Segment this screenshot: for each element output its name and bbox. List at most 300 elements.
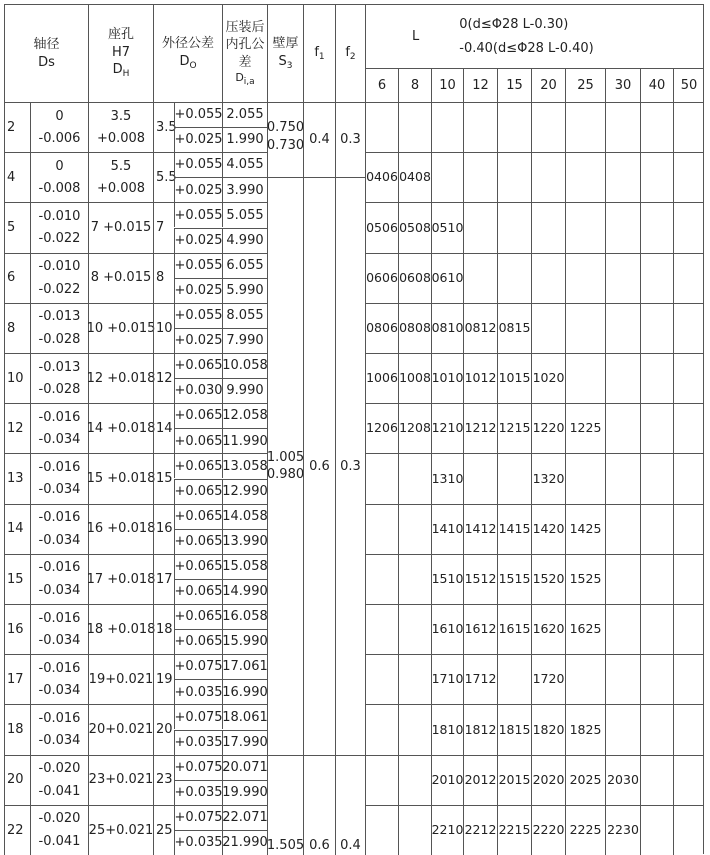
wall-thickness-group bbox=[267, 102, 303, 177]
row-length-code bbox=[365, 152, 398, 202]
row-od-text: 5.5 bbox=[156, 170, 177, 185]
row-shaft-tolerance-text: -0.028 bbox=[38, 381, 81, 397]
row-diameter bbox=[4, 554, 30, 604]
row-length-code-text: 1510 bbox=[431, 570, 464, 586]
f2-group-text: 0.4 bbox=[340, 838, 361, 854]
row-shaft-tolerance-text: -0.041 bbox=[38, 783, 81, 799]
row-diameter-text: 4 bbox=[7, 170, 16, 185]
row-length-code-text: 0406 bbox=[366, 169, 398, 185]
row-length-code-text: 2220 bbox=[532, 821, 565, 837]
wall-thickness-group-text: 1.005 bbox=[266, 449, 305, 465]
row-od-upper-text: +0.055 bbox=[174, 257, 223, 273]
length-tolerance-note: -0.40(d≤Φ28 L-0.40) bbox=[459, 40, 594, 56]
row-shaft-tolerance-text: -0.034 bbox=[38, 632, 81, 648]
row-shaft-tolerance-text: -0.013 bbox=[38, 359, 81, 375]
row-diameter-text: 16 bbox=[7, 621, 24, 637]
row-id-upper bbox=[222, 805, 267, 830]
row-length-code bbox=[463, 604, 497, 654]
subscript: 3 bbox=[286, 60, 293, 71]
row-id-lower bbox=[222, 428, 267, 453]
length-header-cell-text: 30 bbox=[614, 77, 632, 93]
row-length-code-text: 2230 bbox=[607, 821, 639, 837]
row-od-upper bbox=[174, 253, 222, 278]
row-length-code-text: 1815 bbox=[498, 721, 531, 737]
row-shaft-tolerance-text: 0 bbox=[55, 158, 64, 174]
header-f1 bbox=[303, 4, 335, 102]
wall-thickness-group-text: 0.980 bbox=[266, 467, 305, 483]
row-hole-tolerance-text: 16 +0.018 bbox=[86, 521, 156, 537]
row-od-lower bbox=[174, 579, 222, 604]
row-length-code bbox=[605, 604, 640, 654]
row-length-code-text: 2225 bbox=[569, 821, 602, 837]
row-length-code bbox=[605, 152, 640, 202]
row-hole-tolerance-text: 14 +0.018 bbox=[86, 421, 156, 436]
row-id-lower bbox=[222, 378, 267, 403]
row-shaft-tolerance bbox=[30, 202, 88, 252]
row-od-text: 14 bbox=[156, 421, 173, 436]
row-od-upper-text: +0.065 bbox=[174, 408, 223, 424]
row-length-code-text: 1210 bbox=[431, 420, 464, 436]
header-f1-text: $f_1$ bbox=[314, 44, 325, 62]
header-wall-text: $S_3$ bbox=[278, 53, 293, 71]
row-id-lower-text: 14.990 bbox=[222, 584, 268, 600]
row-shaft-tolerance-text: -0.008 bbox=[38, 181, 81, 197]
row-id-lower-text: 12.990 bbox=[222, 483, 268, 499]
f1-group-text: 0.4 bbox=[309, 132, 330, 147]
row-od-lower bbox=[174, 479, 222, 504]
length-header-cell-text: 25 bbox=[577, 77, 594, 93]
row-shaft-tolerance-text: -0.034 bbox=[38, 532, 81, 548]
row-od-upper bbox=[174, 704, 222, 729]
row-id-upper-text: 10.058 bbox=[222, 358, 268, 374]
row-shaft-tolerance bbox=[30, 504, 88, 554]
row-od-lower-text: +0.035 bbox=[174, 734, 223, 750]
row-od-lower bbox=[174, 177, 222, 202]
row-length-code bbox=[463, 805, 497, 855]
row-shaft-tolerance bbox=[30, 353, 88, 403]
row-id-upper bbox=[222, 453, 267, 478]
row-length-code-text: 1010 bbox=[431, 370, 464, 386]
row-length-code bbox=[673, 152, 704, 202]
row-length-code-text: 1206 bbox=[366, 420, 398, 436]
row-id-upper bbox=[222, 202, 267, 227]
row-length-code-text: 0508 bbox=[399, 219, 431, 235]
row-shaft-tolerance bbox=[30, 554, 88, 604]
header-od-text: 外径公差 bbox=[161, 36, 214, 52]
row-length-code-text: 0812 bbox=[464, 319, 497, 335]
row-length-code bbox=[531, 202, 565, 252]
row-od-text: 19 bbox=[156, 672, 173, 687]
row-length-code bbox=[431, 353, 463, 403]
row-length-code bbox=[565, 704, 605, 754]
row-od-upper-text: +0.075 bbox=[174, 709, 223, 725]
row-hole-tolerance-text: 23+0.021 bbox=[88, 772, 154, 788]
row-od-upper bbox=[174, 805, 222, 830]
row-length-code-text: 1208 bbox=[399, 420, 431, 436]
row-od-lower bbox=[174, 127, 222, 152]
row-length-code bbox=[497, 253, 531, 303]
length-header-cell-text: 20 bbox=[540, 77, 557, 93]
row-od-lower-text: +0.025 bbox=[174, 182, 223, 198]
row-id-lower-text: 17.990 bbox=[222, 734, 268, 750]
row-hole-tolerance-text: 8 +0.015 bbox=[90, 270, 152, 286]
row-length-code bbox=[565, 504, 605, 554]
row-shaft-tolerance bbox=[30, 704, 88, 754]
row-length-code bbox=[605, 353, 640, 403]
row-length-code bbox=[640, 504, 673, 554]
row-od-upper bbox=[174, 654, 222, 679]
row-length-code-text: 0815 bbox=[498, 319, 531, 335]
row-shaft-tolerance-text: -0.034 bbox=[38, 432, 81, 448]
row-od-lower bbox=[174, 378, 222, 403]
row-diameter bbox=[4, 654, 30, 704]
row-length-code bbox=[431, 654, 463, 704]
row-hole-tolerance bbox=[88, 152, 153, 202]
row-od-text: 16 bbox=[156, 521, 173, 537]
row-length-code bbox=[431, 805, 463, 855]
row-length-code bbox=[431, 554, 463, 604]
f2-group-text: 0.3 bbox=[340, 132, 361, 147]
row-od-upper-text: +0.065 bbox=[174, 458, 223, 474]
row-length-code bbox=[497, 604, 531, 654]
row-length-code bbox=[431, 755, 463, 805]
row-length-code bbox=[463, 453, 497, 503]
row-diameter bbox=[4, 755, 30, 805]
row-length-code-text: 0506 bbox=[366, 219, 398, 235]
length-header-cell-text: 50 bbox=[680, 77, 698, 93]
row-id-lower-text: 11.990 bbox=[222, 433, 268, 449]
row-hole-tolerance-text: +0.008 bbox=[96, 130, 146, 146]
row-hole-tolerance-text: 20+0.021 bbox=[88, 722, 154, 738]
row-hole-tolerance bbox=[88, 253, 153, 303]
row-hole-tolerance-text: +0.008 bbox=[96, 181, 146, 197]
row-shaft-tolerance-text: -0.034 bbox=[38, 683, 81, 699]
row-length-code bbox=[673, 253, 704, 303]
row-length-code bbox=[365, 504, 398, 554]
row-length-code bbox=[565, 654, 605, 704]
row-length-code bbox=[640, 654, 673, 704]
row-length-code-text: 1015 bbox=[498, 370, 531, 386]
length-header-cell-text: 10 bbox=[439, 77, 456, 93]
row-length-code bbox=[365, 654, 398, 704]
row-hole-tolerance bbox=[88, 654, 153, 704]
row-od-lower-text: +0.065 bbox=[174, 433, 223, 449]
row-id-upper bbox=[222, 253, 267, 278]
row-hole-tolerance-text: 5.5 bbox=[110, 158, 132, 174]
row-length-code bbox=[398, 303, 431, 353]
row-length-code-text: 2212 bbox=[464, 821, 497, 837]
row-shaft-tolerance bbox=[30, 654, 88, 704]
row-length-code bbox=[531, 805, 565, 855]
row-od-upper bbox=[174, 303, 222, 328]
row-length-code-text: 1212 bbox=[464, 420, 497, 436]
row-length-code-text: 1712 bbox=[464, 671, 497, 687]
row-od-upper-text: +0.075 bbox=[174, 759, 223, 775]
row-length-code-text: 1610 bbox=[431, 621, 464, 637]
row-shaft-tolerance-text: -0.022 bbox=[38, 281, 81, 297]
row-length-code bbox=[531, 604, 565, 654]
row-length-code bbox=[531, 403, 565, 453]
row-shaft-tolerance-text: -0.022 bbox=[38, 231, 81, 247]
row-length-code bbox=[605, 403, 640, 453]
subscript: 2 bbox=[349, 51, 356, 62]
row-id-upper-text: 12.058 bbox=[222, 408, 268, 424]
row-length-code-text: 0806 bbox=[366, 319, 398, 335]
row-od-upper-text: +0.065 bbox=[174, 609, 223, 625]
row-length-code bbox=[398, 504, 431, 554]
row-length-code bbox=[605, 202, 640, 252]
row-diameter-text: 12 bbox=[7, 421, 24, 436]
header-od-text: $D_O$ bbox=[179, 53, 197, 71]
header-length bbox=[365, 4, 704, 68]
row-diameter bbox=[4, 453, 30, 503]
row-shaft-tolerance-text: -0.013 bbox=[38, 309, 81, 325]
row-length-code-text: 0608 bbox=[399, 269, 431, 285]
row-id-lower bbox=[222, 328, 267, 353]
row-length-code bbox=[497, 654, 531, 704]
row-length-code bbox=[365, 403, 398, 453]
row-diameter bbox=[4, 253, 30, 303]
row-length-code bbox=[565, 152, 605, 202]
row-length-code bbox=[398, 805, 431, 855]
row-length-code bbox=[497, 152, 531, 202]
f1-group bbox=[303, 755, 335, 855]
row-od bbox=[153, 805, 174, 855]
row-length-code bbox=[463, 554, 497, 604]
row-length-code bbox=[398, 152, 431, 202]
row-length-code bbox=[605, 805, 640, 855]
header-wall-text: 壁厚 bbox=[272, 36, 299, 52]
row-length-code bbox=[531, 253, 565, 303]
row-id-lower-text: 9.990 bbox=[226, 383, 264, 399]
row-length-code bbox=[365, 755, 398, 805]
row-od-text: 7 bbox=[156, 220, 165, 236]
row-id-upper bbox=[222, 353, 267, 378]
f1-group bbox=[303, 102, 335, 177]
row-length-code bbox=[640, 303, 673, 353]
row-id-upper-text: 6.055 bbox=[226, 257, 264, 273]
row-length-code bbox=[673, 102, 704, 152]
row-length-code-text: 1008 bbox=[399, 370, 431, 386]
length-header-cell bbox=[640, 68, 673, 102]
header-shaft bbox=[4, 4, 88, 102]
group-separator bbox=[267, 177, 365, 178]
row-id-lower-text: 16.990 bbox=[222, 684, 268, 700]
row-id-lower bbox=[222, 780, 267, 805]
row-length-code-text: 0808 bbox=[399, 319, 431, 335]
row-shaft-tolerance-text: -0.028 bbox=[38, 331, 81, 347]
row-length-code bbox=[497, 704, 531, 754]
length-header-cell bbox=[463, 68, 497, 102]
header-hole-text: H7 bbox=[111, 44, 131, 60]
row-od-upper-text: +0.065 bbox=[174, 508, 223, 524]
row-length-code bbox=[497, 805, 531, 855]
row-length-code-text: 0610 bbox=[431, 269, 464, 285]
row-length-code-text: 2010 bbox=[431, 771, 464, 787]
row-length-code-text: 1620 bbox=[532, 621, 565, 637]
row-diameter-text: 5 bbox=[7, 220, 16, 236]
length-header-cell-text: 8 bbox=[410, 77, 420, 93]
row-od bbox=[153, 152, 177, 202]
row-id-lower-text: 3.990 bbox=[226, 182, 264, 198]
row-od-upper-text: +0.055 bbox=[174, 157, 223, 173]
row-length-code bbox=[497, 353, 531, 403]
f2-group bbox=[335, 102, 365, 177]
row-hole-tolerance bbox=[86, 453, 156, 503]
row-diameter bbox=[4, 805, 30, 855]
row-shaft-tolerance-text: -0.016 bbox=[38, 610, 81, 626]
row-diameter-text: 22 bbox=[7, 822, 24, 838]
row-id-lower bbox=[222, 529, 267, 554]
row-length-code bbox=[605, 102, 640, 152]
row-length-code-text: 1410 bbox=[431, 520, 464, 536]
row-hole-tolerance bbox=[88, 704, 153, 754]
row-length-code bbox=[605, 554, 640, 604]
header-id-text: 差 bbox=[238, 54, 252, 70]
row-shaft-tolerance-text: -0.034 bbox=[38, 733, 81, 749]
row-shaft-tolerance bbox=[30, 152, 88, 202]
row-diameter bbox=[4, 604, 30, 654]
row-length-code-text: 1515 bbox=[498, 570, 531, 586]
row-length-code bbox=[463, 504, 497, 554]
row-shaft-tolerance-text: -0.016 bbox=[38, 510, 81, 526]
row-length-code bbox=[640, 202, 673, 252]
wall-thickness-group bbox=[267, 755, 303, 855]
row-od-text: 18 bbox=[156, 621, 173, 637]
row-length-code bbox=[431, 102, 463, 152]
row-length-code-text: 2215 bbox=[498, 821, 531, 837]
row-shaft-tolerance-text: 0 bbox=[55, 108, 64, 124]
row-od-lower bbox=[174, 679, 222, 704]
row-length-code bbox=[605, 654, 640, 704]
subscript: O bbox=[189, 60, 197, 71]
row-od-text: 3.5 bbox=[156, 119, 177, 135]
row-shaft-tolerance bbox=[30, 403, 88, 453]
row-length-code bbox=[565, 253, 605, 303]
row-diameter bbox=[4, 353, 30, 403]
row-length-code bbox=[640, 805, 673, 855]
row-od bbox=[153, 102, 177, 152]
row-id-upper-text: 16.058 bbox=[222, 609, 268, 625]
row-od-lower bbox=[174, 328, 222, 353]
row-length-code bbox=[565, 102, 605, 152]
row-shaft-tolerance bbox=[30, 453, 88, 503]
row-length-code bbox=[497, 755, 531, 805]
row-length-code bbox=[431, 504, 463, 554]
row-shaft-tolerance-text: -0.041 bbox=[38, 833, 81, 849]
row-od-upper-text: +0.065 bbox=[174, 559, 223, 575]
row-id-lower bbox=[222, 228, 267, 253]
row-diameter bbox=[4, 403, 30, 453]
row-od bbox=[153, 654, 174, 704]
row-id-upper-text: 8.055 bbox=[226, 308, 264, 324]
row-od bbox=[153, 253, 174, 303]
row-diameter-text: 13 bbox=[7, 471, 24, 487]
row-length-code bbox=[398, 654, 431, 704]
header-hole-text: $D_H$ bbox=[112, 62, 130, 80]
row-id-upper bbox=[222, 152, 267, 177]
row-hole-tolerance bbox=[86, 303, 156, 353]
f2-group-text: 0.3 bbox=[340, 458, 361, 474]
row-shaft-tolerance-text: -0.034 bbox=[38, 482, 81, 498]
row-od-lower bbox=[174, 428, 222, 453]
header-wall bbox=[267, 4, 303, 102]
header-id-text: $D_{i,a}$ bbox=[235, 71, 255, 88]
row-id-upper bbox=[222, 604, 267, 629]
row-od bbox=[153, 755, 174, 805]
row-length-code bbox=[605, 453, 640, 503]
row-hole-tolerance-text: 10 +0.015 bbox=[86, 320, 156, 336]
row-od-upper-text: +0.065 bbox=[174, 358, 223, 374]
row-diameter bbox=[4, 102, 30, 152]
row-length-code bbox=[605, 253, 640, 303]
row-length-code bbox=[640, 704, 673, 754]
row-length-code bbox=[605, 303, 640, 353]
row-length-code bbox=[463, 403, 497, 453]
row-length-code bbox=[673, 303, 704, 353]
header-id-text: 内孔公 bbox=[225, 37, 265, 53]
row-diameter-text: 6 bbox=[7, 270, 16, 286]
row-hole-tolerance-text: 25+0.021 bbox=[88, 822, 154, 838]
row-shaft-tolerance bbox=[30, 253, 88, 303]
row-length-code bbox=[431, 202, 463, 252]
row-id-upper-text: 22.071 bbox=[222, 810, 268, 826]
row-shaft-tolerance-text: -0.016 bbox=[38, 711, 81, 727]
row-length-code-text: 2015 bbox=[498, 771, 531, 787]
row-length-code bbox=[365, 202, 398, 252]
row-length-code bbox=[497, 453, 531, 503]
row-length-code bbox=[463, 202, 497, 252]
row-length-code bbox=[640, 604, 673, 654]
row-od-lower bbox=[174, 529, 222, 554]
row-length-code bbox=[673, 654, 704, 704]
row-length-code bbox=[565, 755, 605, 805]
row-od-upper bbox=[174, 102, 222, 127]
row-length-code-text: 1812 bbox=[464, 721, 497, 737]
row-id-upper bbox=[222, 654, 267, 679]
row-length-code bbox=[398, 704, 431, 754]
row-od bbox=[153, 704, 174, 754]
row-od-lower-text: +0.065 bbox=[174, 533, 223, 549]
row-shaft-tolerance bbox=[30, 805, 88, 855]
row-id-lower-text: 5.990 bbox=[226, 282, 264, 298]
row-shaft-tolerance-text: -0.034 bbox=[38, 582, 81, 598]
row-od-lower-text: +0.065 bbox=[174, 483, 223, 499]
row-id-lower bbox=[222, 579, 267, 604]
row-length-code bbox=[431, 604, 463, 654]
row-length-code-text: 1012 bbox=[464, 370, 497, 386]
row-od-upper bbox=[174, 755, 222, 780]
row-length-code bbox=[398, 755, 431, 805]
row-length-code bbox=[463, 755, 497, 805]
row-od-text: 10 bbox=[156, 320, 173, 336]
row-length-code bbox=[463, 353, 497, 403]
row-id-upper-text: 5.055 bbox=[226, 207, 264, 223]
row-length-code bbox=[463, 704, 497, 754]
row-od bbox=[153, 202, 174, 252]
row-length-code bbox=[565, 453, 605, 503]
row-length-code bbox=[565, 403, 605, 453]
row-length-code bbox=[673, 504, 704, 554]
row-id-upper bbox=[222, 504, 267, 529]
row-shaft-tolerance-text: -0.020 bbox=[38, 761, 81, 777]
length-header-cell-text: 12 bbox=[472, 77, 489, 93]
row-length-code-text: 0810 bbox=[431, 319, 464, 335]
row-od-lower bbox=[174, 278, 222, 303]
row-hole-tolerance-text: 3.5 bbox=[110, 108, 132, 124]
row-length-code bbox=[605, 704, 640, 754]
row-od bbox=[153, 353, 174, 403]
